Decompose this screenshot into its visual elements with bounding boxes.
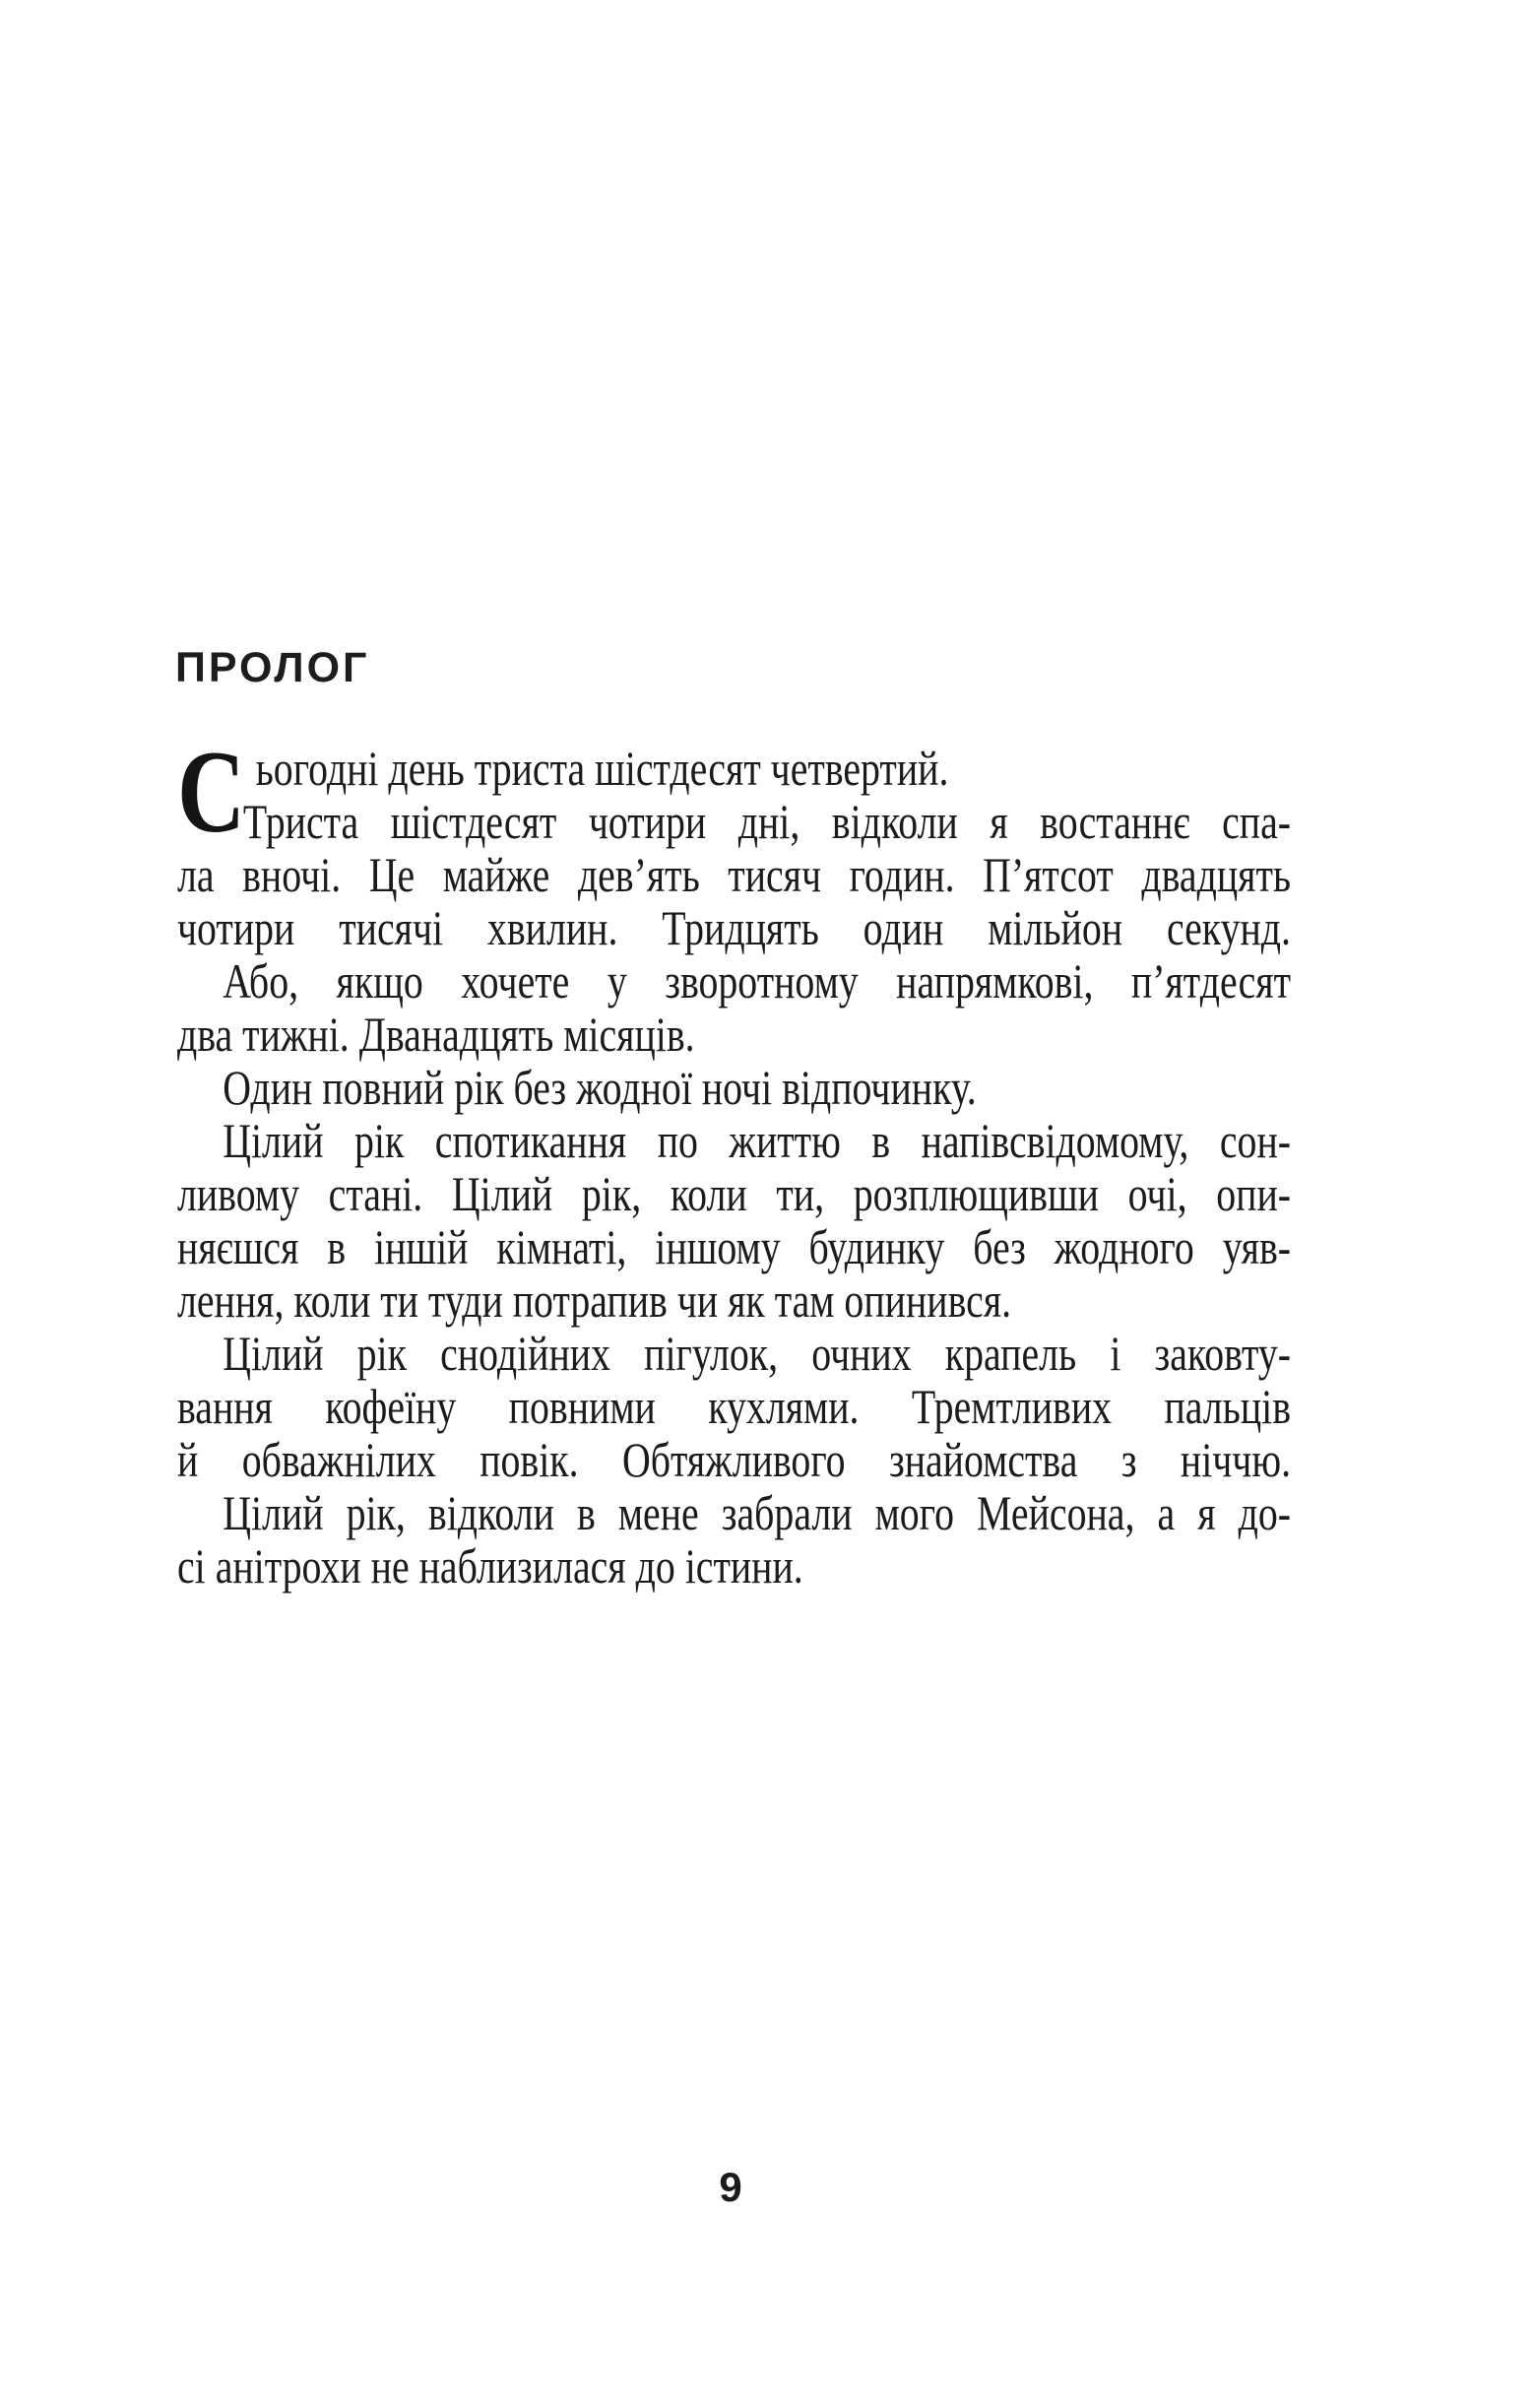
body-text [177,726,1292,1594]
text-lines [177,742,1291,1593]
text-line: сі анітрохи не наблизилася до істини. [177,1538,803,1594]
text-line: Цілий рік, відколи в мене забрали мого Мейсона, а я до- [223,1485,1292,1540]
text-line: ьогодні день триста шістдесят четвертий. [255,741,949,796]
text-line: Триста шістдесят чотири дні, відколи я востаннє спа- [242,794,1292,849]
text-line: лення, коли ти туди потрапив чи як там опинився. [177,1272,1012,1328]
text-line: Один повний рік без жодної ночі відпочинку. [223,1060,977,1115]
page-number: 9 [719,2164,742,2210]
text-line: чотири тисячі хвилин. Тридцять один мільйон секунд. [177,900,1292,955]
text-line: ливому стані. Цілий рік, коли ти, розплющивши очі, опи- [177,1166,1292,1221]
text-line: ла вночі. Це майже дев’ять тисяч годин. П’ятсот двадцять [177,847,1292,902]
text-line: Цілий рік спотикання по життю в напівсвідомому, сон- [223,1113,1292,1168]
text-line: вання кофеїну повними кухлями. Тремтливих пальців [177,1379,1292,1434]
drop-cap: С [177,726,246,857]
text-line: няєшся в іншій кімнаті, іншому будинку без жодного уяв- [177,1219,1292,1274]
text-line: Або, якщо хочете у зворотному напрямкові, п’ятдесят [223,953,1292,1009]
text-line: й обважнілих повік. Обтяжливого знайомства з ніччю. [177,1432,1292,1487]
text-line: два тижні. Дванадцять місяців. [177,1007,695,1062]
text-line: Цілий рік снодійних пігулок, очних крапель і заковту- [223,1326,1292,1381]
chapter-heading: ПРОЛОГ [175,644,370,691]
